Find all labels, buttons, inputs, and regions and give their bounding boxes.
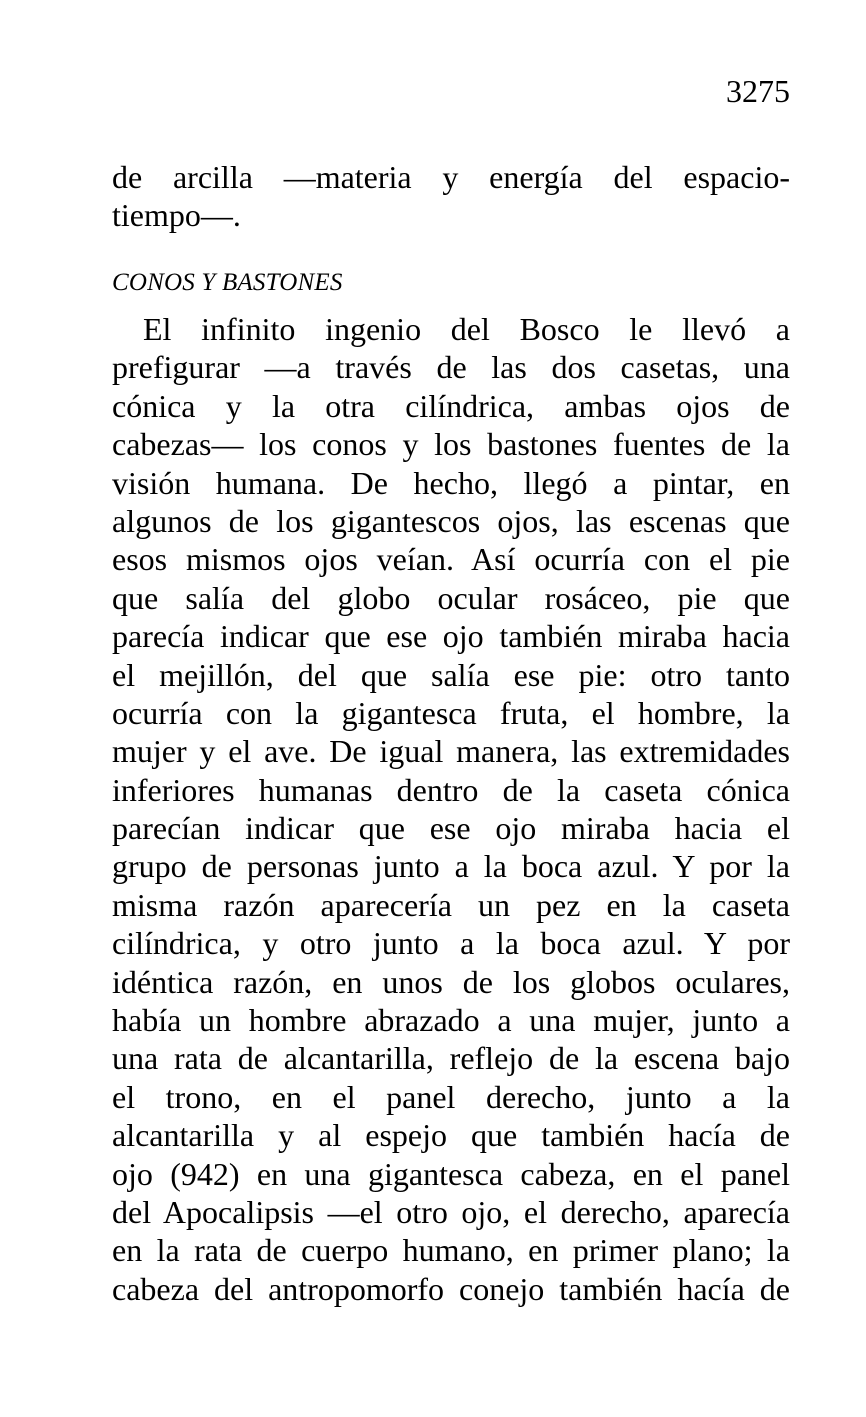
text-line: el mejillón, del que salía ese pie: otro tanto bbox=[112, 656, 790, 693]
text-line: el trono, en el panel derecho, junto a la bbox=[112, 1078, 790, 1115]
text-line: cónica y la otra cilíndrica, ambas ojos de bbox=[112, 387, 790, 424]
text-line: de arcilla —materia y energía del espacio- bbox=[112, 159, 790, 195]
text-line: cabezas— los conos y los bastones fuentes de la bbox=[112, 426, 790, 463]
section-heading: CONOS Y BASTONES bbox=[112, 269, 343, 296]
text-line: parecía indicar que ese ojo también miraba hacia bbox=[112, 618, 790, 655]
text-line: visión humana. De hecho, llegó a pintar, en bbox=[112, 464, 790, 501]
text-line: una rata de alcantarilla, reflejo de la escena bajo bbox=[112, 1040, 790, 1077]
text-line: mujer y el ave. De igual manera, las extremidades bbox=[112, 733, 790, 770]
text-line: parecían indicar que ese ojo miraba hacia el bbox=[112, 810, 790, 847]
intro-paragraph bbox=[112, 158, 790, 235]
text-line: que salía del globo ocular rosáceo, pie que bbox=[112, 579, 790, 616]
page-number: 3275 bbox=[726, 73, 790, 109]
text-line: inferiores humanas dentro de la caseta cónica bbox=[112, 771, 790, 808]
text-line: ocurría con la gigantesca fruta, el hombre, la bbox=[112, 694, 790, 731]
text-line: alcantarilla y al espejo que también hacía de bbox=[112, 1117, 790, 1154]
text-line: tiempo—. bbox=[112, 197, 241, 234]
text-line: grupo de personas junto a la boca azul. Y por la bbox=[112, 848, 790, 885]
text-line: idéntica razón, en unos de los globos oculares, bbox=[112, 963, 790, 1000]
text-line: en la rata de cuerpo humano, en primer plano; la bbox=[112, 1232, 790, 1269]
text-line: algunos de los gigantescos ojos, las escenas que bbox=[112, 502, 790, 539]
text-line: del Apocalipsis —el otro ojo, el derecho, aparecía bbox=[112, 1193, 790, 1230]
text-line: cabeza del antropomorfo conejo también hacía de bbox=[112, 1270, 790, 1307]
text-line: prefigurar —a través de las dos casetas, una bbox=[112, 349, 790, 386]
text-line: misma razón aparecería un pez en la caseta bbox=[112, 886, 790, 923]
main-paragraph bbox=[112, 310, 790, 1308]
text-line: ojo (942) en una gigantesca cabeza, en el panel bbox=[112, 1155, 790, 1192]
text-line: esos mismos ojos veían. Así ocurría con el pie bbox=[112, 541, 790, 578]
text-line: cilíndrica, y otro junto a la boca azul. Y por bbox=[112, 925, 790, 962]
text-line: había un hombre abrazado a una mujer, junto a bbox=[112, 1002, 790, 1039]
text-line: El infinito ingenio del Bosco le llevó a bbox=[143, 311, 790, 347]
